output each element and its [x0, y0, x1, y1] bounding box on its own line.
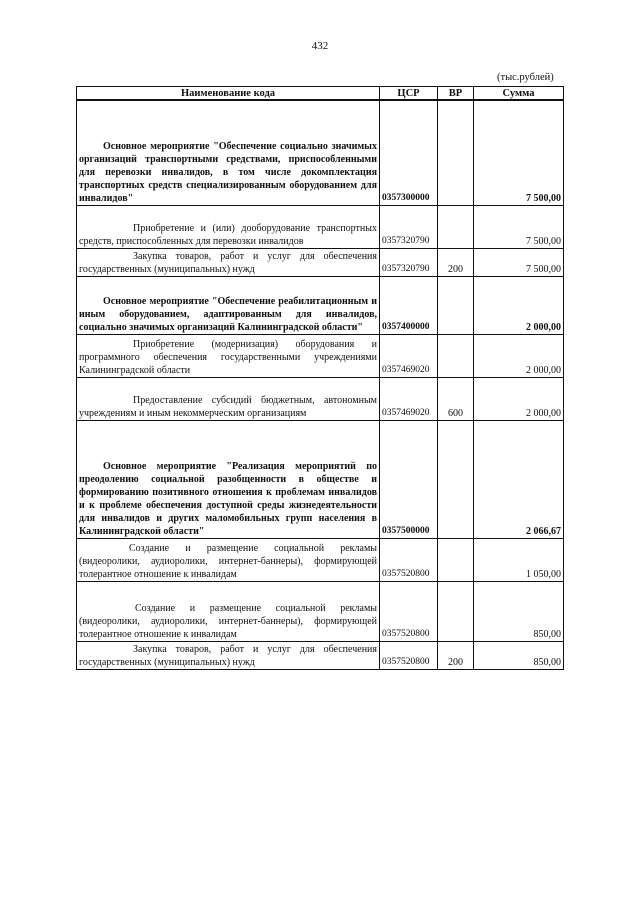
row-vr [438, 100, 474, 205]
row-name: Приобретение и (или) дооборудование транспортных средств, приспособленных для перевозки инвалидов [77, 205, 380, 248]
row-name: Закупка товаров, работ и услуг для обеспечения государственных (муниципальных) нужд [77, 248, 380, 276]
row-vr [438, 581, 474, 641]
table-row [77, 641, 564, 669]
table-row [77, 538, 564, 581]
row-name: Предоставление субсидий бюджетным, автономным учреждениям и иным некоммерческим организациям [77, 377, 380, 420]
row-csr: 0357469020 [380, 377, 438, 420]
table-row [77, 334, 564, 377]
table-row [77, 420, 564, 538]
row-vr: 200 [438, 248, 474, 276]
row-sum: 7 500,00 [474, 100, 564, 205]
table-row [77, 581, 564, 641]
row-sum: 850,00 [474, 641, 564, 669]
row-vr [438, 334, 474, 377]
page-number: 432 [311, 40, 329, 52]
row-sum: 7 500,00 [474, 248, 564, 276]
budget-table [76, 86, 564, 670]
row-vr [438, 538, 474, 581]
row-sum: 7 500,00 [474, 205, 564, 248]
header-csr: ЦСР [380, 87, 438, 101]
table-row [77, 205, 564, 248]
header-name: Наименование кода [77, 87, 380, 101]
row-vr [438, 205, 474, 248]
row-name: Закупка товаров, работ и услуг для обеспечения государственных (муниципальных) нужд [77, 641, 380, 669]
row-sum: 2 000,00 [474, 276, 564, 334]
units-label: (тыс.рублей) [497, 72, 554, 83]
row-csr: 0357320790 [380, 205, 438, 248]
table-row [77, 248, 564, 276]
row-csr: 0357520800 [380, 641, 438, 669]
header-sum: Сумма [474, 87, 564, 101]
row-name: Основное мероприятие "Обеспечение реабилитационным и иным оборудованием, адаптированным для инвалидов, социально значимых организаций Калининградской области" [77, 276, 380, 334]
table-row [77, 100, 564, 205]
row-name: Создание и размещение социальной рекламы (видеоролики, аудиоролики, интернет-баннеры), формирующей толерантное отношение к инвалидам [77, 538, 380, 581]
row-sum: 2 000,00 [474, 377, 564, 420]
row-vr: 200 [438, 641, 474, 669]
table-header-row [77, 87, 564, 101]
row-sum: 850,00 [474, 581, 564, 641]
table-row [77, 276, 564, 334]
row-name: Приобретение (модернизация) оборудования и программного обеспечения государственными учреждениями Калининградской области [77, 334, 380, 377]
row-csr: 0357520800 [380, 538, 438, 581]
row-csr: 0357500000 [380, 420, 438, 538]
row-csr: 0357400000 [380, 276, 438, 334]
row-name: Основное мероприятие "Реализация мероприятий по преодолению социальной разобщенности в обществе и формированию позитивного отношения к проблемам инвалидов и к проблеме обеспечения доступной среды жизнедеятельности для инвалидов и других маломобильных групп населения в Калининградской области" [77, 420, 380, 538]
row-csr: 0357520800 [380, 581, 438, 641]
row-vr: 600 [438, 377, 474, 420]
row-csr: 0357300000 [380, 100, 438, 205]
row-sum: 2 066,67 [474, 420, 564, 538]
row-sum: 2 000,00 [474, 334, 564, 377]
row-vr [438, 420, 474, 538]
row-csr: 0357469020 [380, 334, 438, 377]
row-sum: 1 050,00 [474, 538, 564, 581]
table-row [77, 377, 564, 420]
row-csr: 0357320790 [380, 248, 438, 276]
row-name: Создание и размещение социальной рекламы (видеоролики, аудиоролики, интернет-баннеры), формирующей толерантное отношение к инвалидам [77, 581, 380, 641]
row-name: Основное мероприятие "Обеспечение социально значимых организаций транспортными средствами, приспособленными для перевозки инвалидов, в том числе докомплектация транспортных средств специализированным оборудованием для инвалидов" [77, 100, 380, 205]
row-vr [438, 276, 474, 334]
header-vr: ВР [438, 87, 474, 101]
